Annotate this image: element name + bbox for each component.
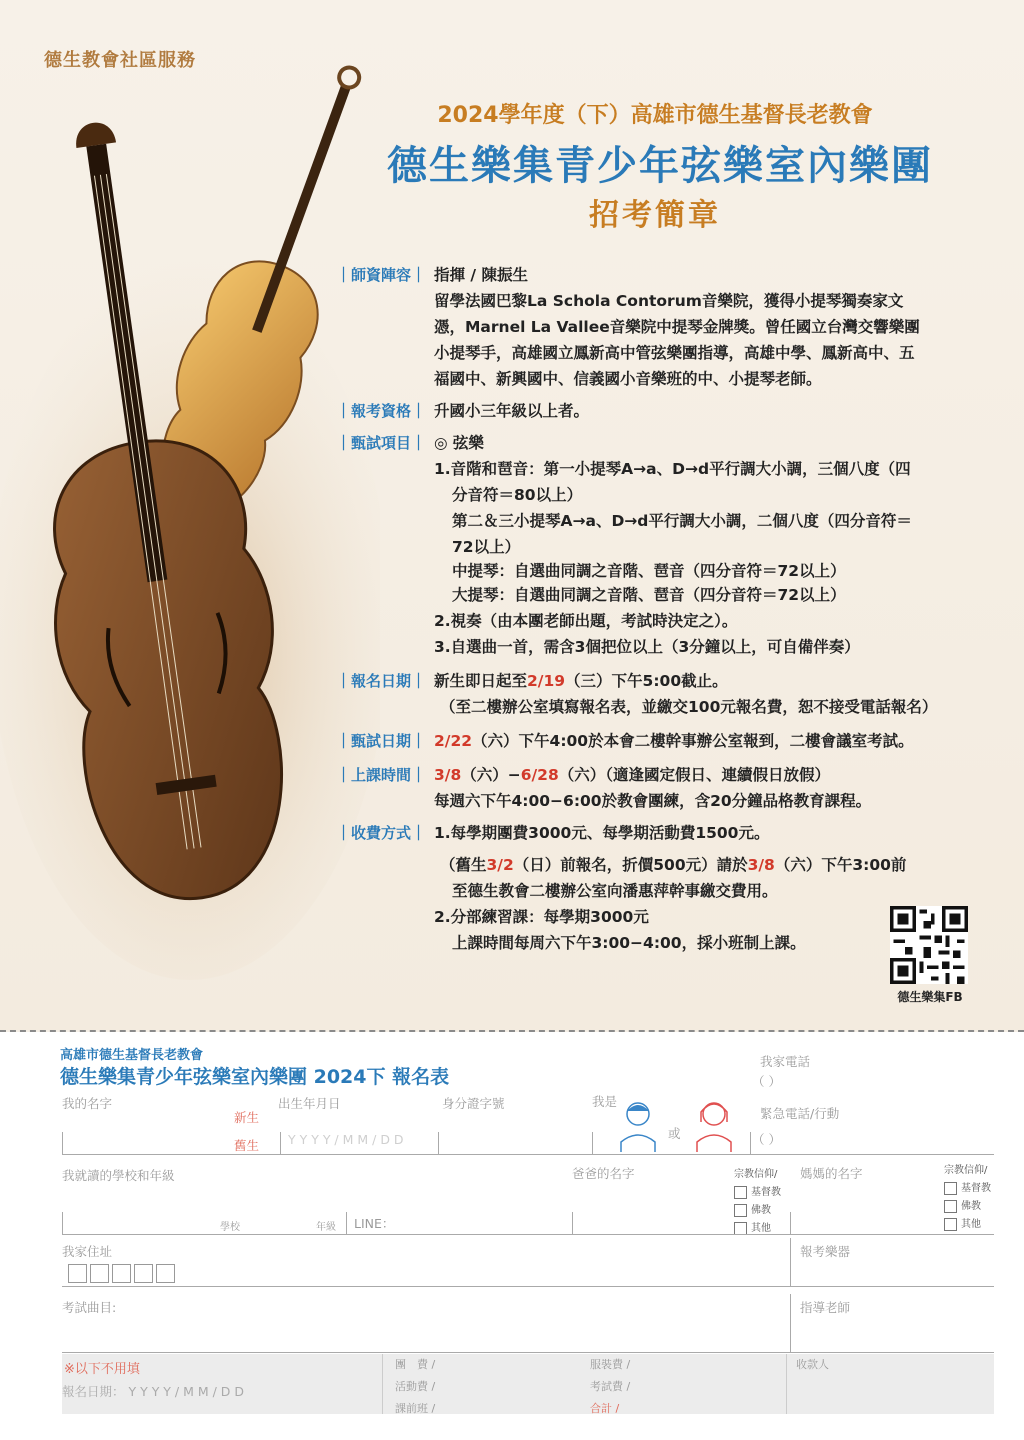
name-label: 我的名字 — [62, 1096, 113, 1111]
postal-code-boxes[interactable] — [68, 1264, 178, 1287]
checkbox[interactable] — [944, 1182, 957, 1195]
label-eligibility: ｜報考資格｜ — [336, 402, 427, 420]
teacher-name: 指揮 / 陳振生 — [434, 266, 528, 284]
audition-line: 分音符＝80以上） — [452, 486, 583, 504]
fee-line-5: 上課時間每周六下午3:00−4:00，採小班制上課。 — [452, 934, 806, 952]
or-label: 或 — [668, 1126, 681, 1141]
mentor-label: 指導老師 — [800, 1300, 851, 1315]
line-id-field[interactable]: LINE： — [354, 1216, 395, 1231]
audition-line: ◎ 弦樂 — [434, 434, 484, 452]
audition-line: 72以上） — [452, 538, 521, 556]
boy-icon[interactable] — [618, 1098, 658, 1152]
birth-date-field[interactable]: Y Y Y Y / M M / D D — [288, 1132, 404, 1147]
qr-code[interactable] — [890, 906, 968, 984]
fee-total: 合計 / — [590, 1402, 620, 1415]
no-fill-note: ※以下不用填 — [64, 1362, 140, 1377]
fee-activity: 活動費 / — [395, 1380, 436, 1393]
qr-caption: 德生樂集FB — [897, 990, 963, 1004]
school-sub: 學校 — [220, 1222, 240, 1233]
form-title: 德生樂集青少年弦樂室內樂團 2024下 報名表 — [60, 1066, 450, 1088]
audition-line: 2.視奏（由本團老師出題，考試時決定之）。 — [434, 612, 738, 630]
receiver-label: 收款人 — [796, 1358, 829, 1371]
row-line-2 — [62, 1234, 994, 1235]
audition-line: 1.音階和琶音：第一小提琴A→a、D→d平行調大小調，三個八度（四 — [434, 460, 911, 478]
home-phone-label: 我家電話 — [760, 1054, 811, 1069]
checkbox[interactable] — [944, 1218, 957, 1231]
poster-title: 德生樂集青少年弦樂室內樂團 — [387, 143, 933, 189]
reg-date-label: 報名日期： Y Y Y Y / M M / D D — [62, 1384, 245, 1399]
home-phone-field[interactable]: （ ） — [752, 1074, 781, 1089]
mom-label: 媽媽的名字 — [800, 1166, 863, 1181]
exam-text: 2/22（六）下午4:00於本會二樓幹事辦公室報到，二樓會議室考試。 — [434, 732, 914, 750]
form-org: 高雄市德生基督長老教會 — [60, 1048, 204, 1063]
checkbox[interactable] — [734, 1204, 747, 1217]
poster-title2: 招考簡章 — [589, 198, 721, 233]
label-exam: ｜甄試日期｜ — [336, 732, 427, 750]
fee-line-2: （舊生3/2（日）前報名，折價500元）請於3/8（六）下午3:00前 — [440, 856, 907, 874]
eligibility-text: 升國小三年級以上者。 — [434, 402, 590, 420]
address-label: 我家住址 — [62, 1244, 113, 1259]
iam-label: 我是 — [592, 1094, 618, 1109]
org-name: 德生教會社區服務 — [44, 50, 196, 71]
teacher-bio-2: 憑，Marnel La Vallee音樂院中提琴金牌獎。曾任國立台灣交響樂團 — [434, 318, 920, 336]
label-audition: ｜甄試項目｜ — [336, 434, 427, 452]
class-text: 3/8（六）−6/28（六）（適逢國定假日、連續假日放假） — [434, 766, 831, 784]
audition-line: 中提琴：自選曲同調之音階、琶音（四分音符＝72以上） — [452, 562, 846, 580]
dad-religion: 宗教信仰/ 基督教 佛教 其他 — [734, 1169, 781, 1234]
label-fee: ｜收費方式｜ — [336, 824, 427, 842]
register-note: （至二樓辦公室填寫報名表，並繳交100元報名費，恕不接受電話報名） — [440, 698, 938, 716]
row-line-1 — [62, 1154, 994, 1155]
audition-line: 第二＆三小提琴A→a、D→d平行調大小調，二個八度（四分音符＝ — [452, 512, 912, 530]
school-label: 我就讀的學校和年級 — [62, 1168, 175, 1183]
audition-line: 大提琴：自選曲同調之音階、琶音（四分音符＝72以上） — [452, 586, 846, 604]
emergency-label: 緊急電話/行動 — [760, 1106, 840, 1121]
piece-label: 考試曲目: — [62, 1300, 117, 1315]
teacher-bio-4: 福國中、新興國中、信義國小音樂班的中、小提琴老師。 — [434, 370, 822, 388]
fee-line-4: 2.分部練習課：每學期3000元 — [434, 908, 649, 926]
teacher-bio-3: 小提琴手，高雄國立鳳新高中管弦樂團指導，高雄中學、鳳新高中、五 — [434, 344, 915, 362]
fee-pre: 課前班 / — [395, 1402, 436, 1415]
checkbox[interactable] — [944, 1200, 957, 1213]
girl-icon[interactable] — [694, 1098, 734, 1152]
old-student-option[interactable]: 舊生 — [234, 1138, 260, 1153]
new-student-option[interactable]: 新生 — [234, 1110, 260, 1125]
label-class: ｜上課時間｜ — [336, 766, 427, 784]
registration-form — [0, 1032, 1024, 1440]
poster-subtitle: 2024學年度（下）高雄市德生基督長老教會 — [437, 103, 873, 128]
label-teacher: ｜師資陣容｜ — [336, 266, 427, 284]
fee-line-3: 至德生教會二樓辦公室向潘惠萍幹事繳交費用。 — [452, 882, 778, 900]
id-label: 身分證字號 — [442, 1096, 505, 1111]
fee-exam: 考試費 / — [590, 1380, 631, 1393]
mom-religion: 宗教信仰/ 基督教 佛教 其他 — [944, 1165, 991, 1230]
fee-group: 團 費 / — [395, 1358, 436, 1371]
grade-sub: 年級 — [316, 1222, 336, 1233]
fee-costume: 服裝費 / — [590, 1358, 631, 1371]
checkbox[interactable] — [734, 1186, 747, 1199]
dad-label: 爸爸的名字 — [572, 1166, 635, 1181]
checkbox[interactable] — [734, 1222, 747, 1235]
register-text: 新生即日起至2/19（三）下午5:00截止。 — [434, 672, 728, 690]
birth-label: 出生年月日 — [278, 1096, 341, 1111]
audition-line: 3.自選曲一首，需含3個把位以上（3分鐘以上，可自備伴奏） — [434, 638, 860, 656]
instrument-label: 報考樂器 — [800, 1244, 851, 1259]
emergency-field[interactable]: （ ） — [752, 1132, 781, 1147]
violin-illustration — [0, 20, 380, 1020]
class-text-2: 每週六下午4:00−6:00於教會團練，含20分鐘品格教育課程。 — [434, 792, 872, 810]
teacher-bio-1: 留學法國巴黎La Schola Contorum音樂院，獲得小提琴獨奏家文 — [434, 292, 904, 310]
label-register: ｜報名日期｜ — [336, 672, 427, 690]
fee-line-1: 1.每學期團費3000元、每學期活動費1500元。 — [434, 824, 770, 842]
